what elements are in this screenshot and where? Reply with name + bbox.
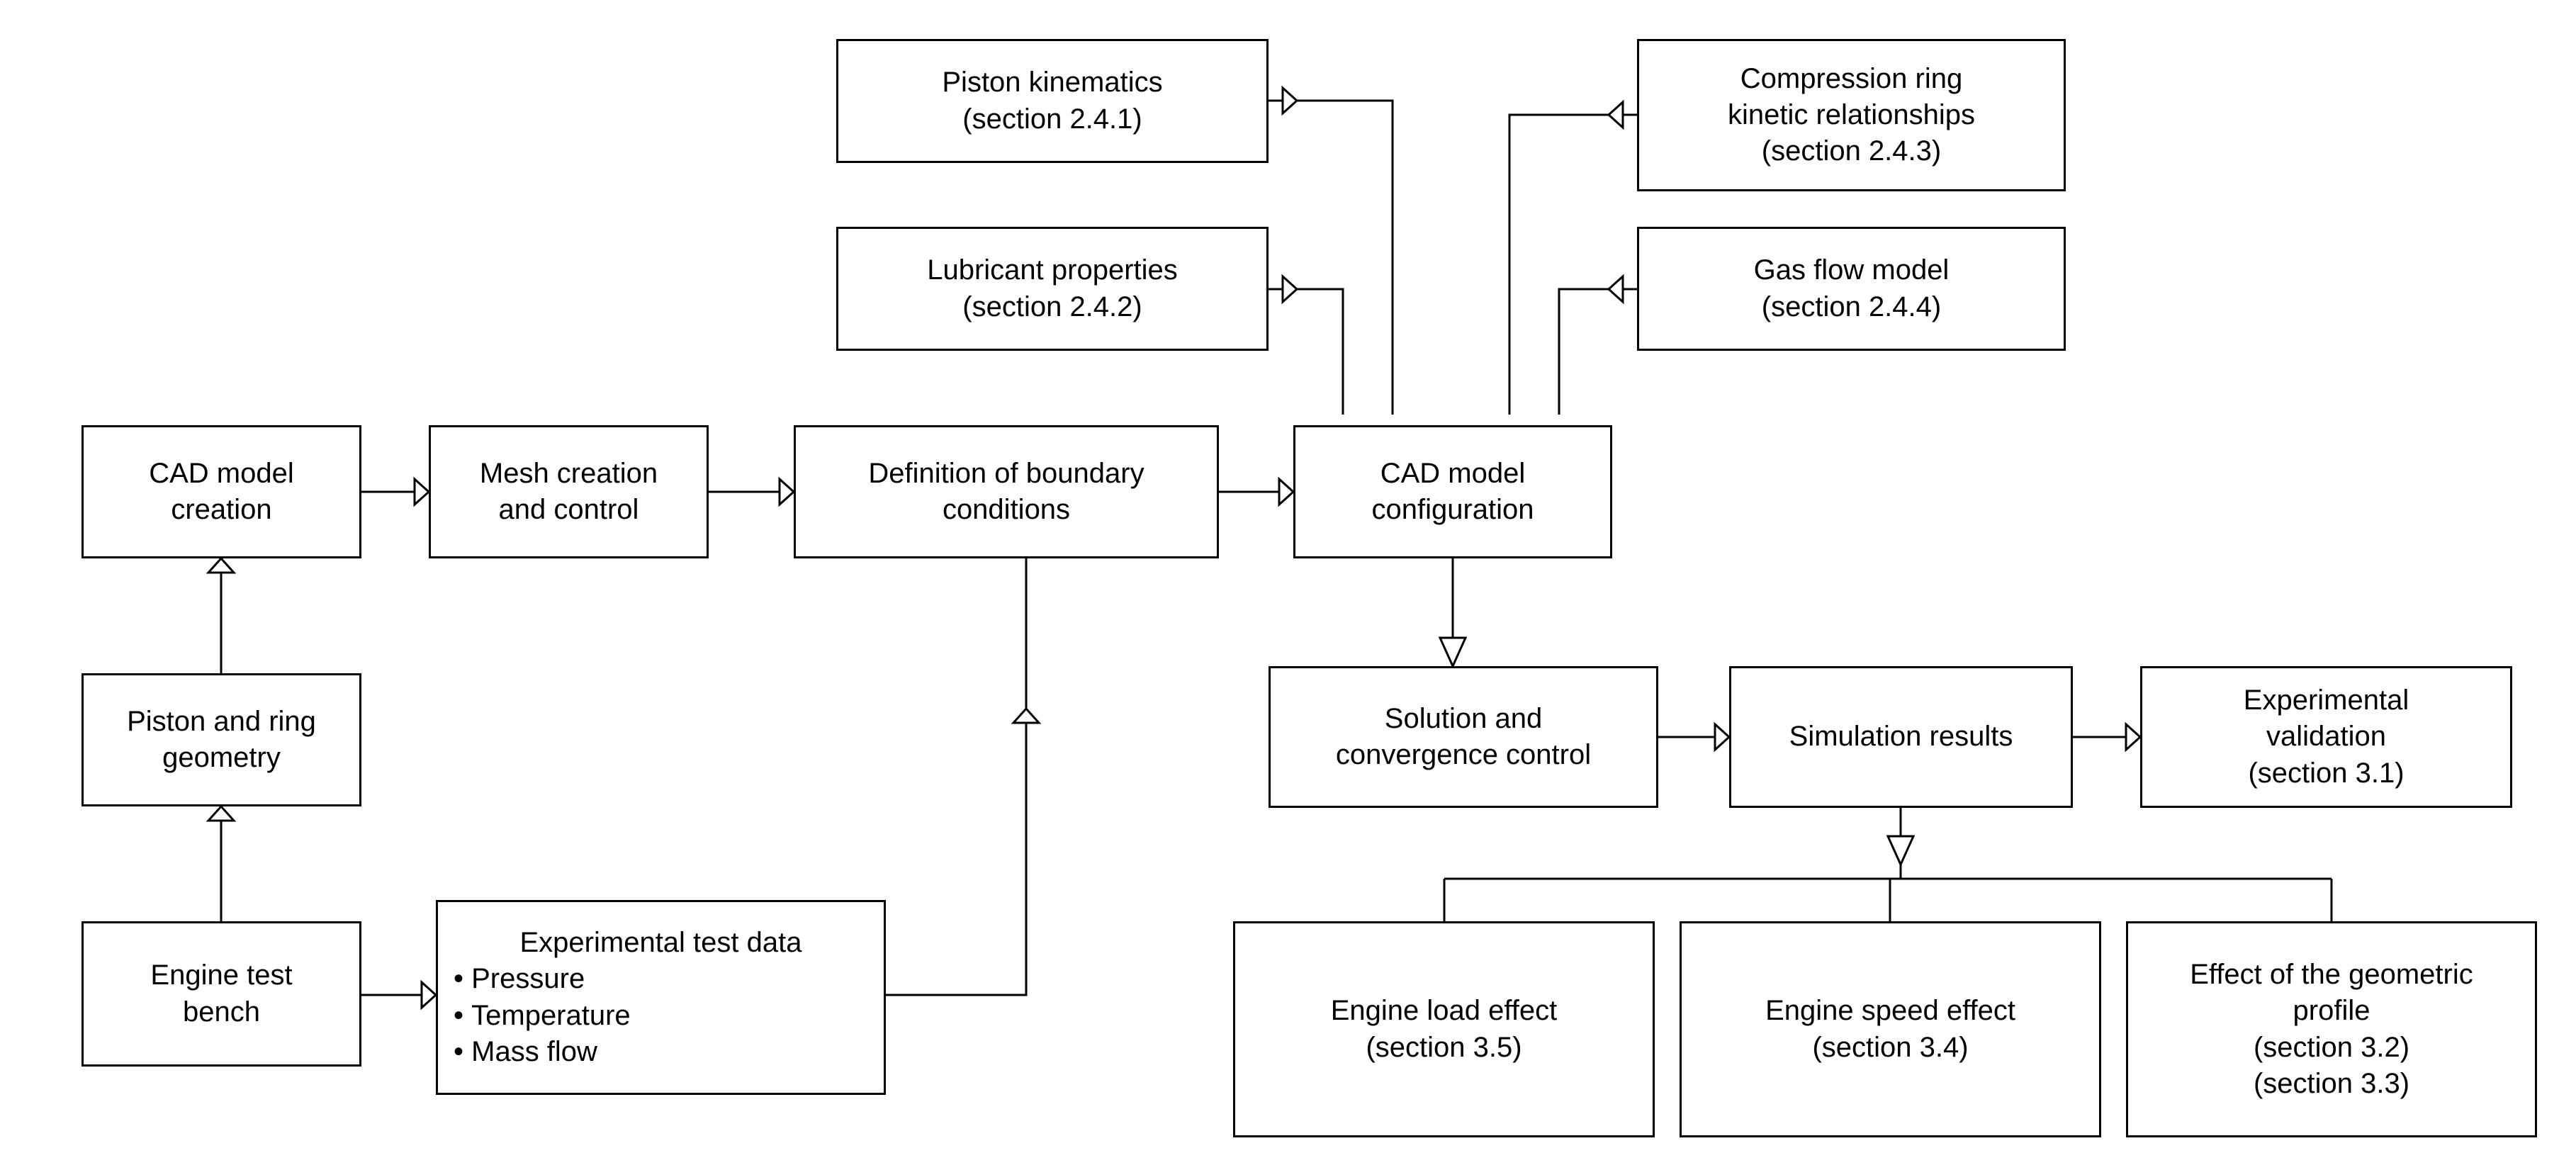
node-line: CAD model <box>1380 457 1526 489</box>
node-line: Piston and ring <box>127 705 316 737</box>
node-bullet-label: Mass flow <box>471 1035 597 1067</box>
node-experimental-validation <box>2140 666 2512 808</box>
node-line: Solution and <box>1384 702 1543 734</box>
node-line: kinetic relationships <box>1727 99 1976 130</box>
node-line: validation <box>2266 721 2386 753</box>
node-experimental-test-data <box>436 900 886 1095</box>
node-bullet: • Mass flow <box>454 1035 597 1067</box>
node-compression-ring-kinetics <box>1637 39 2066 191</box>
node-engine-load-effect <box>1233 921 1655 1137</box>
node-solution-convergence-control <box>1269 666 1658 808</box>
node-line: Gas flow model <box>1753 254 1950 286</box>
node-cad-model-creation <box>81 425 361 558</box>
node-line: (section 2.4.4) <box>1761 291 1942 322</box>
node-bullet-label: Pressure <box>471 963 585 995</box>
node-simulation-results <box>1729 666 2073 808</box>
node-line: and control <box>498 494 639 525</box>
node-line: Effect of the geometric <box>2190 959 2473 991</box>
node-line: Definition of boundary <box>868 457 1144 489</box>
node-line: (section 3.1) <box>2248 757 2405 789</box>
node-line: Experimental <box>2243 685 2409 716</box>
node-boundary-conditions <box>794 425 1219 558</box>
node-bullet: • Temperature <box>454 999 631 1031</box>
node-piston-ring-geometry <box>81 673 361 806</box>
node-line: creation <box>171 494 272 525</box>
node-line: Simulation results <box>1789 721 2013 753</box>
node-line: bench <box>183 996 260 1028</box>
node-title: Experimental test data <box>519 927 802 959</box>
node-line: (section 3.4) <box>1812 1031 1969 1063</box>
node-line: Mesh creation <box>479 457 658 489</box>
node-line: (section 3.3) <box>2253 1067 2410 1099</box>
node-line: convergence control <box>1335 739 1592 770</box>
node-line: geometry <box>162 742 281 773</box>
node-engine-speed-effect <box>1680 921 2101 1137</box>
node-line: Piston kinematics <box>942 67 1163 99</box>
node-line: (section 2.4.3) <box>1761 135 1942 167</box>
node-line: (section 3.5) <box>1366 1031 1522 1063</box>
node-line: conditions <box>942 494 1071 525</box>
node-line: Engine load effect <box>1330 995 1558 1027</box>
node-line: Compression ring <box>1740 62 1963 94</box>
node-line: Lubricant properties <box>927 254 1178 286</box>
node-engine-test-bench <box>81 921 361 1067</box>
node-line: (section 3.2) <box>2253 1031 2410 1063</box>
node-geometric-profile-effect <box>2126 921 2537 1137</box>
node-lubricant-properties <box>836 227 1269 351</box>
node-cad-model-configuration <box>1293 425 1612 558</box>
node-piston-kinematics <box>836 39 1269 163</box>
node-line: Engine test <box>150 960 293 991</box>
node-line: (section 2.4.2) <box>962 291 1142 322</box>
node-line: Engine speed effect <box>1765 995 2015 1027</box>
node-mesh-creation <box>429 425 709 558</box>
node-bullet-label: Temperature <box>471 999 631 1031</box>
node-line: CAD model <box>149 457 294 489</box>
node-line: profile <box>2293 995 2370 1027</box>
node-bullet: • Pressure <box>454 963 585 995</box>
node-gas-flow-model <box>1637 227 2066 351</box>
node-line: configuration <box>1371 494 1534 525</box>
node-line: (section 2.4.1) <box>962 103 1142 135</box>
